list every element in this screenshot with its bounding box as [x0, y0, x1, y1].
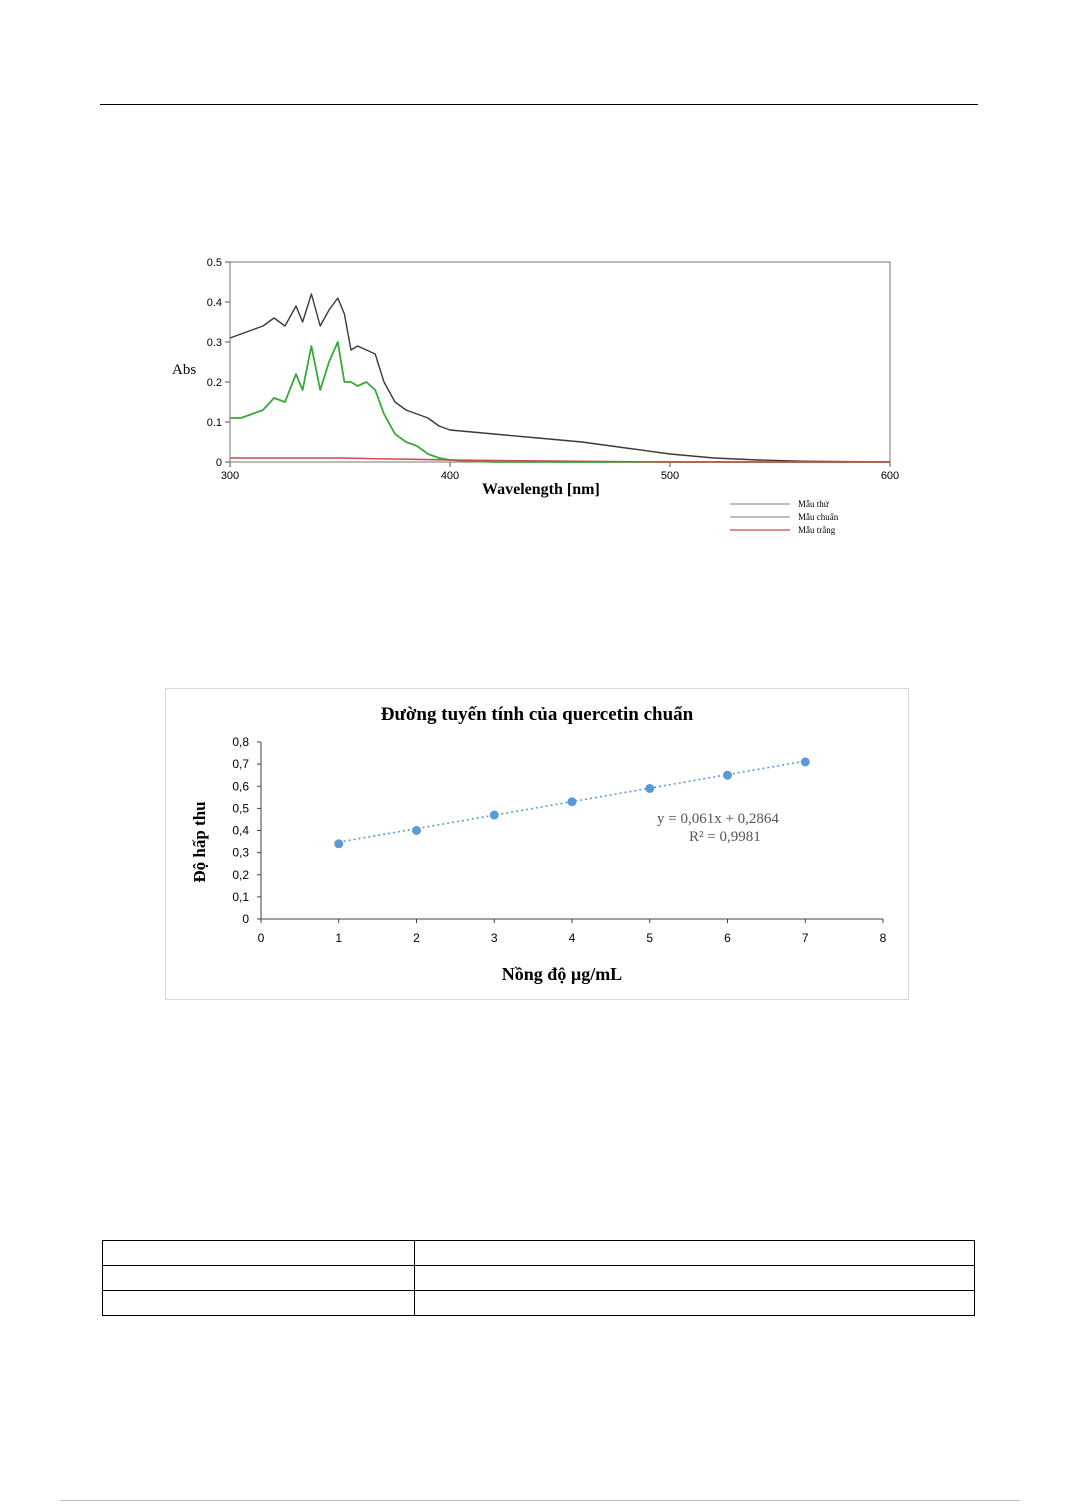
spectrum-x-tick-label: 300 — [220, 470, 240, 482]
spectrum-x-tick-label: 400 — [440, 470, 460, 482]
quercetin-y-tick-label: 0 — [242, 912, 249, 926]
quercetin-x-tick-label: 6 — [724, 931, 731, 945]
quercetin-y-tick-label: 0,3 — [232, 845, 249, 860]
quercetin-y-tick-label: 0,5 — [232, 801, 249, 816]
table-cell — [103, 1291, 415, 1316]
quercetin-xlabel: Nồng độ µg/mL — [501, 964, 623, 984]
quercetin-y-tick-label: 0,8 — [232, 735, 249, 749]
table-cell — [103, 1241, 415, 1266]
spectrum-legend — [730, 499, 839, 535]
spectrum-y-tick-label: 0.1 — [206, 417, 222, 429]
header-rule — [100, 104, 978, 105]
quercetin-data-point — [723, 771, 732, 780]
spectrum-legend-label: Mẫu trắng — [798, 525, 836, 535]
spectrum-y-tick-label: 0.3 — [206, 337, 222, 349]
table-row — [103, 1291, 975, 1316]
spectrum-y-tick-label: 0 — [215, 457, 222, 469]
quercetin-y-tick-label: 0,1 — [232, 889, 249, 904]
quercetin-x-tick-label: 7 — [801, 931, 809, 945]
quercetin-x-tick-label: 4 — [568, 931, 576, 945]
spectrum-legend-label: Mẫu chuẩn — [798, 512, 839, 522]
spectrum-xlabel: Wavelength [nm] — [482, 481, 600, 498]
spectrum-chart — [160, 248, 920, 548]
spectrum-x-tick-label: 500 — [660, 470, 680, 482]
spectrum-y-tick-label: 0.2 — [206, 377, 222, 389]
spectrum-legend-label: Mẫu thử — [798, 499, 829, 509]
table-cell — [103, 1266, 415, 1291]
table-cell — [415, 1291, 975, 1316]
spectrum-x-tick-label: 600 — [880, 470, 900, 482]
quercetin-x-tick-label: 2 — [413, 931, 420, 945]
spectrum-series — [230, 294, 890, 462]
spectrum-y-tick-label: 0.4 — [206, 297, 222, 309]
spectrum-axes — [207, 257, 899, 482]
quercetin-r-squared: R² = 0,9981 — [689, 829, 761, 845]
quercetin-x-tick-label: 0 — [257, 931, 265, 945]
table-cell — [415, 1266, 975, 1291]
quercetin-chart-title: Đường tuyến tính của quercetin chuẩn — [380, 704, 694, 725]
quercetin-ylabel: Độ hấp thu — [190, 801, 209, 883]
quercetin-y-tick-label: 0,2 — [232, 867, 249, 882]
quercetin-equation: y = 0,061x + 0,2864 — [657, 811, 779, 827]
quercetin-x-tick-label: 8 — [879, 931, 887, 945]
data-table — [102, 1240, 975, 1316]
quercetin-data-point — [334, 839, 343, 848]
spectrum-series-line — [230, 458, 890, 462]
table-row — [103, 1241, 975, 1266]
quercetin-x-tick-label: 1 — [335, 931, 343, 945]
spectrum-ylabel: Abs — [172, 362, 197, 378]
table-row — [103, 1266, 975, 1291]
quercetin-data-point — [490, 811, 499, 820]
footer-rule — [60, 1500, 1020, 1501]
table-cell — [415, 1241, 975, 1266]
spectrum-y-tick-label: 0.5 — [206, 257, 222, 269]
quercetin-data-point — [568, 797, 577, 806]
quercetin-x-tick-label: 5 — [646, 931, 654, 945]
quercetin-chart-frame — [166, 689, 909, 1000]
quercetin-y-tick-label: 0,4 — [232, 823, 249, 838]
quercetin-data-point — [412, 826, 421, 835]
quercetin-chart — [165, 688, 909, 1000]
quercetin-data-point — [801, 757, 810, 766]
quercetin-data-point — [645, 784, 654, 793]
quercetin-y-tick-label: 0,7 — [232, 757, 249, 772]
spectrum-series-line — [230, 342, 890, 462]
quercetin-y-tick-label: 0,6 — [232, 779, 249, 794]
quercetin-x-tick-label: 3 — [490, 931, 498, 945]
spectrum-series-line — [230, 294, 890, 462]
